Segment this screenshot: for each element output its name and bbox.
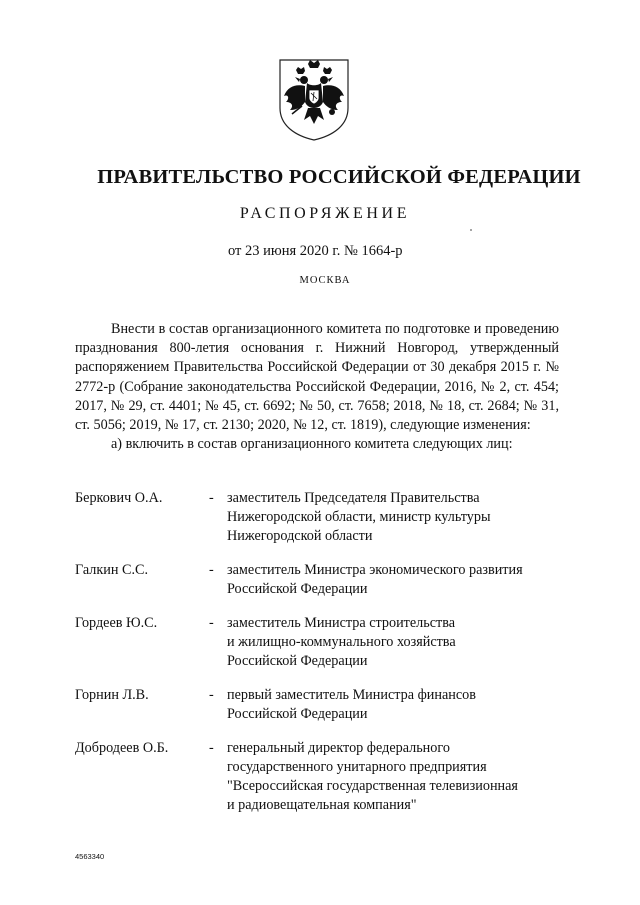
- member-name: Гордеев Ю.С.: [75, 615, 158, 631]
- body-paragraph: а) включить в состав организационного комитета следующих лиц:: [111, 436, 513, 453]
- member-position: заместитель Министра экономического развития Российской Федерации: [227, 562, 523, 597]
- government-title: ПРАВИТЕЛЬСТВО РОССИЙСКОЙ ФЕДЕРАЦИИ: [97, 166, 581, 188]
- document-city: МОСКВА: [299, 275, 351, 286]
- member-position: заместитель Председателя Правительства Нижегородской области, министр культуры Нижегородской области: [227, 490, 491, 544]
- document-internal-number: 4563340: [75, 852, 105, 861]
- member-row: [75, 686, 565, 724]
- body-paragraph: Внести в состав организационного комитета по подготовке и проведению празднования 800-летия основания г. Нижний Новгород, утвержденный распоряжением Правительства Российской Федерации от 30 декабря 2015 г. № 2772-р (Собрание законодательства Российской Федерации, 2016, № 2, ст. 454; 2017, № 29, ст. 4401; № 45, ст. 6692; № 50, ст. 7658; 2018, № 18, ст. 2684; № 31, ст. 5056; 2019, № 17, ст. 2130; 2020, № 12, ст. 1819), следующие изменения:: [75, 321, 559, 434]
- member-row: [75, 739, 565, 815]
- member-row: [75, 489, 565, 546]
- member-row: [75, 561, 565, 599]
- member-name: Добродеев О.Б.: [75, 740, 169, 756]
- member-position: заместитель Министра строительства и жилищно-коммунального хозяйства Российской Федерации: [227, 615, 456, 669]
- scan-speck: [470, 229, 472, 231]
- member-position: генеральный директор федерального государственного унитарного предприятия "Всероссийская государственная телевизионная и радиовещательная компания": [227, 740, 518, 813]
- member-name: Горнин Л.В.: [75, 687, 149, 703]
- member-name: Беркович О.А.: [75, 490, 163, 506]
- member-dash: -: [209, 490, 214, 506]
- member-dash: -: [209, 687, 214, 703]
- members-list: [75, 489, 565, 830]
- member-dash: -: [209, 740, 214, 756]
- member-name: Галкин С.С.: [75, 562, 148, 578]
- member-dash: -: [209, 615, 214, 631]
- document-body: [75, 320, 559, 454]
- document-type: РАСПОРЯЖЕНИЕ: [239, 205, 411, 222]
- document-date-number: от 23 июня 2020 г. № 1664-р: [228, 243, 403, 259]
- member-position: первый заместитель Министра финансов Российской Федерации: [227, 687, 476, 722]
- member-dash: -: [209, 562, 214, 578]
- russian-coat-of-arms-icon: [274, 56, 354, 142]
- member-row: [75, 614, 565, 671]
